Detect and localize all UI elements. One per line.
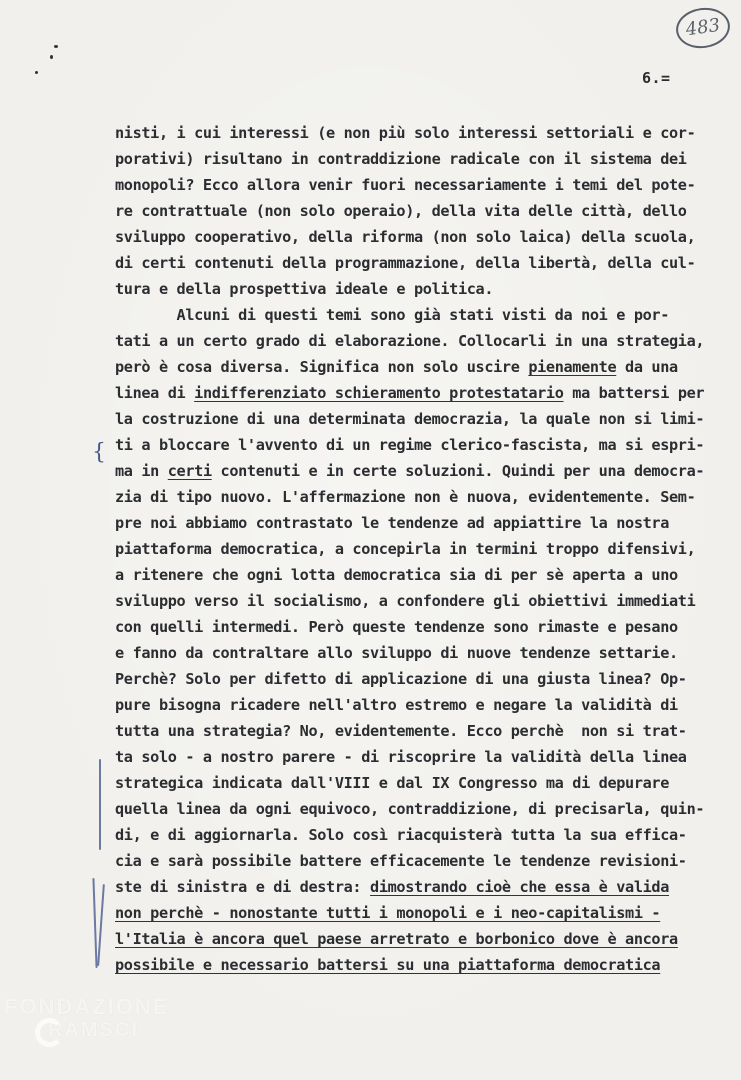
text-line: re contrattuale (non solo operaio), della vita delle città, dello [115,202,687,220]
text-line: tati a un certo grado di elaborazione. Collocarli in una strategia, [115,332,705,350]
text-line: a ritenere che ogni lotta democratica sia di per sè aperta a uno [115,566,678,584]
margin-vertical-line [99,759,101,850]
text-line: tutta una strategia? No, evidentemente. Ecco perchè non si trat- [115,722,687,740]
underlined-phrase: indifferenziato schieramento protestatario [194,384,564,402]
text-line-with-underline: ma in certi contenuti e in certe soluzioni. Quindi per una democra- [115,462,705,480]
text-line: sviluppo verso il socialismo, a confondere gli obiettivi immediati [115,592,696,610]
ink-speck [35,71,38,74]
page-number: 6.= [642,69,671,87]
text-line: ti a bloccare l'avvento di un regime clerico-fascista, ma si espri- [115,436,705,454]
text-line: Alcuni di questi temi sono già stati visti da noi e por- [115,306,670,324]
watermark-line-1: FONDAZIONE [4,994,170,1019]
margin-vertical-line [97,884,105,966]
text-line: la costruzione di una determinata democrazia, la quale non si limi- [115,410,705,428]
underlined-text-line: non perchè - nonostante tutti i monopoli e i neo-capitalismi - [115,904,661,922]
text-line: tura e della prospettiva ideale e politica. [115,280,494,298]
text-line: quella linea da ogni equivoco, contraddizione, di precisarla, quin- [115,800,705,818]
text-line: di, e di aggiornarla. Solo così riacquisterà tutta la sua effica- [115,826,687,844]
text-line: di certi contenuti della programmazione, della libertà, della cul- [115,254,696,272]
margin-vertical-line [92,878,97,968]
underlined-phrase: certi [167,462,212,480]
text-line: strategica indicata dall'VIII e dal IX Congresso ma di depurare [115,774,670,792]
text-line-with-underline: però è cosa diversa. Significa non solo uscire pienamente da una [115,358,678,376]
underlined-phrase: dimostrando cioè che essa è valida [370,878,670,896]
text-line: piattaforma democratica, a concepirla in termini troppo difensivi, [115,540,696,558]
text-line-with-underline: ste di sinistra e di destra: dimostrando cioè che essa è valida [115,878,670,896]
text-line: Perchè? Solo per difetto di applicazione di una giusta linea? Op- [115,670,687,688]
underlined-text-line: l'Italia è ancora quel paese arretrato e borbonico dove è ancora [115,930,678,948]
text-line: pre noi abbiamo contrastato le tendenze ad appiattire la nostra [115,514,670,532]
text-line: sviluppo cooperativo, della riforma (non solo laica) della scuola, [115,228,696,246]
ink-speck [50,55,53,59]
underlined-text-line: possibile e necessario battersi su una piattaforma democratica [115,956,661,974]
text-line: e fanno da contraltare allo sviluppo di nuove tendenze settarie. [115,644,678,662]
text-line: monopoli? Ecco allora venir fuori necessariamente i temi del pote- [115,176,696,194]
watermark-line-2: RAMSCI [48,1019,139,1041]
typewritten-body [115,120,705,978]
text-line: zia di tipo nuovo. L'affermazione non è nuova, evidentemente. Sem- [115,488,696,506]
text-line: ta solo - a nostro parere - di riscoprire la validità della linea [115,748,687,766]
archive-page-number: 483 [673,4,732,51]
text-line: pure bisogna ricadere nell'altro estremo e negare la validità di [115,696,678,714]
text-line: porativi) risultano in contraddizione radicale con il sistema dei [115,150,687,168]
text-line-with-underline: linea di indifferenziato schieramento protestatario ma battersi per [115,384,705,402]
text-line: con quelli intermedi. Però queste tendenze sono rimaste e pesano [115,618,678,636]
margin-brace-mark: { [92,440,106,465]
foundation-watermark [4,995,194,1041]
watermark-g-emblem-icon [35,1018,64,1047]
underlined-phrase: pienamente [528,358,617,376]
text-line: cia e sarà possibile battere efficacemente le tendenze revisioni- [115,852,687,870]
text-line: nisti, i cui interessi (e non più solo interessi settoriali e cor- [115,124,696,142]
ink-speck [54,45,58,48]
